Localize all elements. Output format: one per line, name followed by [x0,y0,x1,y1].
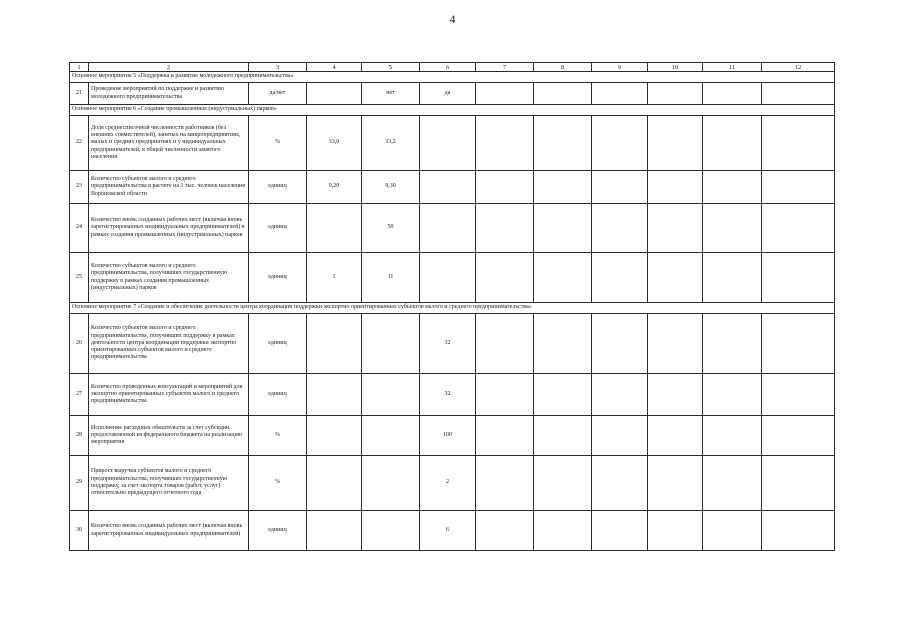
section-row [70,72,835,83]
value-cell [703,253,762,303]
indicator-name: Количество субъектов малого и среднего предпринимательства, получивших поддержку в рамках деятельности центра координации поддержки экспортно ориентированных субъектов малого и среднего предпринимательства [89,314,249,374]
value-cell: нет [362,83,420,105]
section-row [70,303,835,314]
row-number: 26 [70,314,89,374]
value-cell [762,253,835,303]
value-cell [534,456,592,511]
header-cell: 3 [249,63,307,72]
value-cell [362,511,420,551]
value-cell [648,374,703,416]
indicator-name: Прирост выручки субъектов малого и среднего предпринимательства, получивших государственную поддержку, за счет экспорта товаров (работ, услуг) относительно предыдущего отчетного года [89,456,249,511]
section-title: Основное мероприятие 7 «Создание и обеспечение деятельности центра координации поддержки экспортно ориентированных субъектов малого и среднего предпринимательства» [70,303,835,314]
value-cell [648,314,703,374]
unit-cell: единиц [249,314,307,374]
value-cell [703,204,762,253]
table-row [70,204,835,253]
value-cell [476,456,534,511]
unit-cell: единиц [249,204,307,253]
value-cell [762,116,835,171]
value-cell [362,416,420,456]
section-row [70,105,835,116]
value-cell [534,511,592,551]
section-title: Основное мероприятие 6 «Создание промышленных (индустриальных) парков» [70,105,835,116]
value-cell [307,204,362,253]
header-cell: 10 [648,63,703,72]
value-cell: 32 [420,314,476,374]
value-cell [420,204,476,253]
value-cell [648,416,703,456]
value-cell [592,511,648,551]
value-cell [307,416,362,456]
value-cell: 1 [307,253,362,303]
row-number: 30 [70,511,89,551]
value-cell [476,83,534,105]
unit-cell: % [249,456,307,511]
value-cell [420,253,476,303]
value-cell [703,314,762,374]
header-cell: 8 [534,63,592,72]
value-cell [476,374,534,416]
value-cell [762,204,835,253]
value-cell [648,456,703,511]
value-cell [362,456,420,511]
value-cell [476,171,534,204]
value-cell [307,83,362,105]
table-row [70,416,835,456]
value-cell [592,416,648,456]
value-cell [648,511,703,551]
value-cell: 9,20 [307,171,362,204]
value-cell: 6 [420,511,476,551]
value-cell [592,171,648,204]
value-cell [648,253,703,303]
value-cell [592,253,648,303]
unit-cell: единиц [249,374,307,416]
indicator-name: Исполнение расходных обязательств за счет субсидии, предоставленной из федерального бюджета на реализацию мероприятия [89,416,249,456]
header-cell: 11 [703,63,762,72]
value-cell [592,83,648,105]
value-cell [534,204,592,253]
value-cell [592,116,648,171]
row-number: 27 [70,374,89,416]
header-cell: 4 [307,63,362,72]
value-cell [476,511,534,551]
unit-cell: единиц [249,253,307,303]
section-title: Основное мероприятие 5 «Поддержка и развитие молодежного предпринимательства» [70,72,835,83]
value-cell [476,314,534,374]
value-cell: 9,30 [362,171,420,204]
indicator-name: Количество субъектов малого и среднего предпринимательства в расчете на 1 тыс. человек населения Воронежской области [89,171,249,204]
table-row [70,314,835,374]
value-cell [307,456,362,511]
value-cell: 33,0 [307,116,362,171]
value-cell [762,83,835,105]
value-cell [703,83,762,105]
value-cell [703,171,762,204]
table-row [70,511,835,551]
value-cell [534,171,592,204]
unit-cell: да/нет [249,83,307,105]
value-cell: 32 [420,374,476,416]
page-number: 4 [449,12,456,26]
table-body [70,63,835,551]
table-row [70,116,835,171]
value-cell: 33,2 [362,116,420,171]
value-cell: 50 [362,204,420,253]
value-cell [703,374,762,416]
unit-cell: % [249,116,307,171]
indicator-name: Количество вновь созданных рабочих мест (включая вновь зарегистрированных индивидуальных предпринимателей) в рамках создания промышленных (индустриальных) парков [89,204,249,253]
indicator-name: Количество вновь созданных рабочих мест (включая вновь зарегистрированных индивидуальных предпринимателей) [89,511,249,551]
row-number: 25 [70,253,89,303]
indicator-name: Доля среднесписочной численности работников (без внешних совместителей), занятых на микропредприятиях, малых и средних предприятиях и у индивидуальных предпринимателей, в общей численности занятого населения [89,116,249,171]
table-row [70,253,835,303]
row-number: 24 [70,204,89,253]
row-number: 29 [70,456,89,511]
value-cell [476,116,534,171]
value-cell [534,253,592,303]
value-cell [592,456,648,511]
indicators-table [69,62,835,551]
row-number: 21 [70,83,89,105]
value-cell [307,511,362,551]
indicator-name: Количество субъектов малого и среднего предпринимательства, получивших государственную поддержку в рамках создания промышленных (индустриальных) парков [89,253,249,303]
value-cell [592,204,648,253]
header-cell: 6 [420,63,476,72]
table-row [70,171,835,204]
value-cell [362,314,420,374]
header-row [70,63,835,72]
value-cell [534,416,592,456]
value-cell [648,171,703,204]
value-cell [534,314,592,374]
value-cell [307,374,362,416]
value-cell [420,171,476,204]
header-cell: 7 [476,63,534,72]
value-cell [476,204,534,253]
value-cell: 100 [420,416,476,456]
value-cell [703,456,762,511]
value-cell [592,314,648,374]
table-row [70,374,835,416]
value-cell [703,116,762,171]
value-cell [534,116,592,171]
value-cell [648,204,703,253]
header-cell: 12 [762,63,835,72]
unit-cell: единиц [249,171,307,204]
header-cell: 1 [70,63,89,72]
value-cell [703,416,762,456]
header-cell: 5 [362,63,420,72]
value-cell [534,374,592,416]
value-cell [762,171,835,204]
header-cell: 2 [89,63,249,72]
value-cell [762,314,835,374]
value-cell [592,374,648,416]
value-cell [762,374,835,416]
value-cell [648,83,703,105]
unit-cell: % [249,416,307,456]
value-cell [307,314,362,374]
value-cell [476,253,534,303]
row-number: 23 [70,171,89,204]
indicator-name: Проведение мероприятий по поддержке и развитию молодежного предпринимательства [89,83,249,105]
unit-cell: единиц [249,511,307,551]
value-cell [762,456,835,511]
value-cell [762,511,835,551]
value-cell: да [420,83,476,105]
row-number: 22 [70,116,89,171]
value-cell [476,416,534,456]
table-row [70,83,835,105]
value-cell [648,116,703,171]
value-cell [762,416,835,456]
value-cell [534,83,592,105]
indicator-name: Количество проведенных консультаций и мероприятий для экспортно ориентированных субъектов малого и среднего предпринимательства [89,374,249,416]
value-cell: 2 [420,456,476,511]
value-cell: 11 [362,253,420,303]
table-row [70,456,835,511]
value-cell [420,116,476,171]
value-cell [362,374,420,416]
row-number: 28 [70,416,89,456]
value-cell [703,511,762,551]
header-cell: 9 [592,63,648,72]
